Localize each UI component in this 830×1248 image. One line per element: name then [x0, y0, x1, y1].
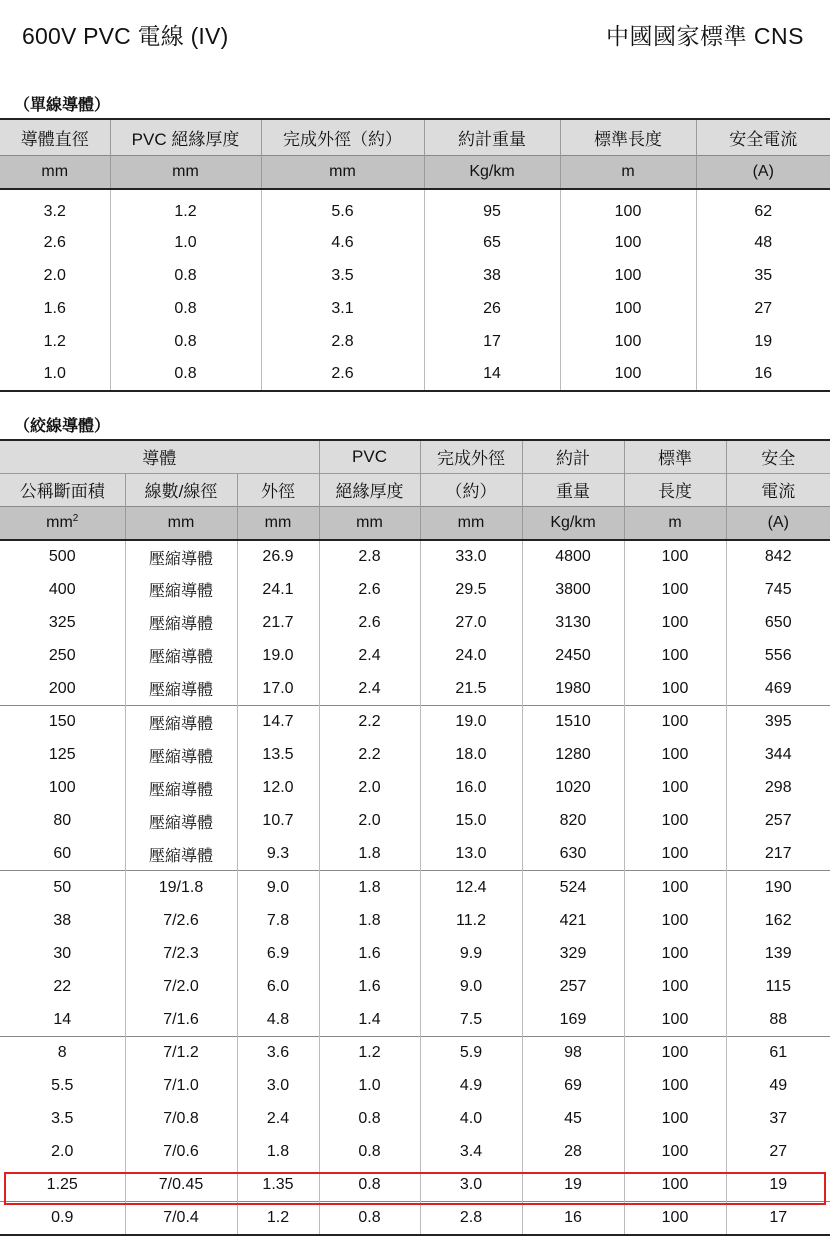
table-cell: 9.0 [237, 871, 319, 904]
table-cell: 壓縮導體 [125, 739, 237, 772]
column-header-bottom: 線數/線徑 [125, 473, 237, 506]
column-header: 完成外徑（約） [261, 119, 424, 155]
table-cell: 38 [424, 260, 560, 293]
table-cell: 250 [48, 646, 76, 664]
table-cell: 7/1.2 [125, 1036, 237, 1069]
table-row [0, 540, 830, 573]
table-cell: 24.1 [237, 573, 319, 606]
table-cell: 2.0 [319, 805, 420, 838]
table-cell: 26 [424, 293, 560, 326]
table-cell: 100 [624, 639, 726, 672]
table-cell: 50 [0, 871, 125, 904]
table-cell: 2.4 [319, 672, 420, 705]
table-cell: 469 [726, 672, 830, 705]
table-cell: 5.5 [51, 1077, 74, 1095]
table-cell: 19 [726, 1169, 830, 1202]
table-cell: 0.8 [319, 1169, 420, 1202]
table-row [0, 904, 830, 937]
column-header-top: 安全 [726, 440, 830, 473]
table-cell: 1.8 [319, 838, 420, 871]
table-cell: 395 [726, 705, 830, 738]
table-cell: 4.6 [261, 227, 424, 260]
unit-cell: mm [125, 506, 237, 540]
table-cell: 257 [726, 805, 830, 838]
column-header-bottom: 絕緣厚度 [319, 473, 420, 506]
table-cell: 5.6 [261, 189, 424, 227]
table-cell: 3.0 [237, 1070, 319, 1103]
table-cell: 100 [624, 1003, 726, 1036]
table-cell: 15.0 [420, 805, 522, 838]
table-cell: 0.9 [0, 1202, 125, 1235]
unit-cell: m [624, 506, 726, 540]
table-row [0, 293, 830, 326]
table-cell: 298 [726, 772, 830, 805]
table-cell: 125 [48, 746, 76, 764]
table-cell: 45 [522, 1103, 624, 1136]
table-cell: 21.7 [237, 606, 319, 639]
table-cell: 100 [624, 1036, 726, 1069]
table-cell: 9.9 [420, 937, 522, 970]
table-row [0, 189, 830, 227]
table-cell: 3.4 [420, 1136, 522, 1169]
table-cell: 4.9 [420, 1070, 522, 1103]
table-row [0, 1202, 830, 1235]
table-cell: 100 [560, 227, 696, 260]
table-cell: 1.2 [237, 1202, 319, 1235]
table-cell: 62 [696, 189, 830, 227]
column-header-bottom: （約） [420, 473, 522, 506]
table-cell: 12.0 [237, 772, 319, 805]
table-cell: 2450 [522, 639, 624, 672]
table-cell: 556 [726, 639, 830, 672]
table-cell: 2.6 [319, 573, 420, 606]
table-row [0, 1070, 830, 1103]
table-cell: 100 [624, 606, 726, 639]
table-cell: 28 [522, 1136, 624, 1169]
table-row [0, 1103, 830, 1136]
table-cell: 100 [624, 904, 726, 937]
unit-cell: mm [237, 506, 319, 540]
table-cell: 33.0 [420, 540, 522, 573]
table-cell: 7/2.0 [125, 970, 237, 1003]
table-cell: 2.8 [319, 540, 420, 573]
table-cell: 2.6 [43, 234, 66, 252]
stranded-wire-table [0, 439, 830, 1236]
table-cell: 0.8 [110, 325, 261, 358]
table-cell: 0.8 [110, 260, 261, 293]
table-row [0, 937, 830, 970]
table-cell: 48 [696, 227, 830, 260]
column-header-bottom: 長度 [624, 473, 726, 506]
table-cell: 100 [624, 1169, 726, 1202]
table-cell: 7/2.3 [125, 937, 237, 970]
table-cell: 16 [696, 358, 830, 391]
unit-row [0, 155, 830, 189]
table-cell: 100 [624, 540, 726, 573]
table-cell: 1.8 [319, 871, 420, 904]
table-cell: 100 [624, 970, 726, 1003]
table-cell: 7.8 [237, 904, 319, 937]
table-cell: 3.6 [237, 1036, 319, 1069]
table-cell: 100 [624, 871, 726, 904]
table-cell: 820 [522, 805, 624, 838]
table-cell: 2.2 [319, 705, 420, 738]
column-header-bottom: 外徑 [237, 473, 319, 506]
table-cell: 3.5 [51, 1110, 74, 1128]
table-cell: 17.0 [237, 672, 319, 705]
table-cell: 6.9 [237, 937, 319, 970]
table-cell: 8 [0, 1036, 125, 1069]
table-cell: 27.0 [420, 606, 522, 639]
table-row [0, 705, 830, 738]
table-cell: 9.0 [420, 970, 522, 1003]
table-cell: 0.8 [319, 1202, 420, 1235]
table-cell: 98 [522, 1036, 624, 1069]
unit-row [0, 506, 830, 540]
table-cell: 壓縮導體 [125, 573, 237, 606]
table-row [0, 672, 830, 705]
table-cell: 14 [424, 358, 560, 391]
table-cell: 1.6 [319, 970, 420, 1003]
table-cell: 325 [48, 613, 76, 631]
table-cell: 100 [624, 672, 726, 705]
table-cell: 27 [696, 293, 830, 326]
table-cell: 壓縮導體 [125, 838, 237, 871]
table-row [0, 227, 830, 260]
table-cell: 100 [560, 325, 696, 358]
page-header [0, 0, 830, 70]
table-cell: 162 [726, 904, 830, 937]
table-cell: 1.4 [319, 1003, 420, 1036]
table-cell: 18.0 [420, 739, 522, 772]
table-cell: 1.2 [319, 1036, 420, 1069]
table-cell: 35 [696, 260, 830, 293]
table-row [0, 805, 830, 838]
table-row [0, 739, 830, 772]
table-cell: 17 [726, 1202, 830, 1235]
table-cell: 7.5 [420, 1003, 522, 1036]
table-cell: 169 [522, 1003, 624, 1036]
unit-cell: mm [110, 155, 261, 189]
table-cell: 4800 [522, 540, 624, 573]
unit-cell-area [0, 506, 125, 540]
table-cell: 1.0 [319, 1070, 420, 1103]
table-cell: 3800 [522, 573, 624, 606]
table-cell: 100 [624, 1070, 726, 1103]
table-cell: 26.9 [237, 540, 319, 573]
table-cell: 1020 [522, 772, 624, 805]
table-cell: 49 [726, 1070, 830, 1103]
unit-cell: mm [420, 506, 522, 540]
table-cell: 6.0 [237, 970, 319, 1003]
table-cell: 14.7 [237, 705, 319, 738]
table-cell: 4.0 [420, 1103, 522, 1136]
table-cell: 100 [624, 1136, 726, 1169]
table-cell: 9.3 [237, 838, 319, 871]
table-cell: 21.5 [420, 672, 522, 705]
table-cell: 1510 [522, 705, 624, 738]
table-cell: 3.5 [261, 260, 424, 293]
unit-cell: mm [261, 155, 424, 189]
column-header-top: 標準 [624, 440, 726, 473]
table-cell: 100 [624, 705, 726, 738]
table-cell: 500 [48, 548, 76, 566]
table-cell: 壓縮導體 [125, 805, 237, 838]
table-cell: 630 [522, 838, 624, 871]
table-cell: 22 [53, 977, 72, 995]
column-header: 安全電流 [696, 119, 830, 155]
table-row [0, 358, 830, 391]
table-cell: 37 [726, 1103, 830, 1136]
single-wire-section-title: （單線導體） [14, 97, 111, 114]
table-cell: 421 [522, 904, 624, 937]
table-cell: 1.6 [319, 937, 420, 970]
table-row [0, 1136, 830, 1169]
table-cell: 24.0 [420, 639, 522, 672]
table-cell: 10.7 [237, 805, 319, 838]
table-cell: 69 [522, 1070, 624, 1103]
table-cell: 190 [726, 871, 830, 904]
table-cell: 100 [560, 293, 696, 326]
table-cell: 13.0 [420, 838, 522, 871]
table-cell: 100 [624, 838, 726, 871]
table-cell: 61 [726, 1036, 830, 1069]
table-cell: 16.0 [420, 772, 522, 805]
table-cell: 1.2 [110, 189, 261, 227]
table-cell: 100 [624, 1202, 726, 1235]
table-cell: 1.6 [43, 299, 66, 317]
table-cell: 19/1.8 [125, 871, 237, 904]
table-cell: 95 [424, 189, 560, 227]
table-cell: 1.35 [237, 1169, 319, 1202]
table-cell: 217 [726, 838, 830, 871]
table-cell: 11.2 [420, 904, 522, 937]
table-cell: 7/0.8 [125, 1103, 237, 1136]
document-title: 600V PVC 電線 (IV) [22, 23, 229, 49]
table-cell: 2.0 [319, 772, 420, 805]
table-cell: 壓縮導體 [125, 672, 237, 705]
table-cell: 17 [424, 325, 560, 358]
standard-label: 中國國家標準 CNS [606, 23, 804, 49]
table-cell: 2.8 [420, 1202, 522, 1235]
table-cell: 壓縮導體 [125, 772, 237, 805]
table-cell: 2.8 [261, 325, 424, 358]
column-header-top: PVC [319, 440, 420, 473]
column-header-bottom: 重量 [522, 473, 624, 506]
table-cell: 100 [624, 739, 726, 772]
table-cell: 1.0 [43, 365, 66, 383]
table-cell: 38 [53, 911, 72, 929]
table-cell: 100 [624, 573, 726, 606]
table-row [0, 838, 830, 871]
table-cell: 2.4 [237, 1103, 319, 1136]
unit-cell: m [560, 155, 696, 189]
table-cell: 842 [726, 540, 830, 573]
table-cell: 0.8 [319, 1103, 420, 1136]
table-cell: 1.8 [319, 904, 420, 937]
table-cell: 30 [53, 944, 72, 962]
table-cell: 80 [53, 812, 72, 830]
column-header: PVC 絕緣厚度 [110, 119, 261, 155]
table-cell: 19.0 [237, 639, 319, 672]
table-cell: 115 [726, 970, 830, 1003]
table-cell: 745 [726, 573, 830, 606]
table-cell: 329 [522, 937, 624, 970]
table-cell: 100 [624, 805, 726, 838]
table-cell: 1.8 [237, 1136, 319, 1169]
table-cell: 3.1 [261, 293, 424, 326]
table-cell: 2.2 [319, 739, 420, 772]
header-row-bottom [0, 473, 830, 506]
column-header: 導體直徑 [0, 119, 110, 155]
table-cell: 7/2.6 [125, 904, 237, 937]
table-cell: 650 [726, 606, 830, 639]
table-cell: 3130 [522, 606, 624, 639]
table-cell: 100 [560, 189, 696, 227]
column-header-top: 約計 [522, 440, 624, 473]
table-cell: 2.0 [43, 267, 66, 285]
table-cell: 0.8 [110, 293, 261, 326]
table-cell: 7/0.4 [125, 1202, 237, 1235]
column-header-top: 完成外徑 [420, 440, 522, 473]
table-cell: 13.5 [237, 739, 319, 772]
table-row [0, 1169, 830, 1202]
table-cell: 壓縮導體 [125, 639, 237, 672]
table-cell: 139 [726, 937, 830, 970]
table-cell: 4.8 [237, 1003, 319, 1036]
table-cell: 壓縮導體 [125, 705, 237, 738]
table-row [0, 1036, 830, 1069]
unit-area-superscript: 2 [72, 513, 79, 525]
table-cell: 257 [522, 970, 624, 1003]
table-cell: 19.0 [420, 705, 522, 738]
table-cell: 14 [53, 1010, 72, 1028]
conductor-group-header: 導體 [0, 440, 319, 473]
table-cell: 27 [726, 1136, 830, 1169]
unit-cell: Kg/km [424, 155, 560, 189]
single-wire-table [0, 118, 830, 392]
header-row [0, 119, 830, 155]
table-cell: 0.8 [319, 1136, 420, 1169]
table-cell: 88 [726, 1003, 830, 1036]
unit-cell: mm [319, 506, 420, 540]
table-cell: 7/1.6 [125, 1003, 237, 1036]
unit-cell: (A) [726, 506, 830, 540]
header-row-top [0, 440, 830, 473]
table-cell: 壓縮導體 [125, 540, 237, 573]
table-cell: 7/0.45 [125, 1169, 237, 1202]
table-cell: 7/0.6 [125, 1136, 237, 1169]
column-header-bottom: 公稱斷面積 [0, 473, 125, 506]
table-cell: 1.2 [43, 332, 66, 350]
table-cell: 524 [522, 871, 624, 904]
table-cell: 1.25 [46, 1176, 78, 1194]
table-row [0, 1003, 830, 1036]
table-cell: 200 [48, 679, 76, 697]
stranded-wire-section-title: （絞線導體） [14, 418, 111, 435]
unit-area-base: mm [46, 514, 73, 532]
table-cell: 7/1.0 [125, 1070, 237, 1103]
column-header: 標準長度 [560, 119, 696, 155]
table-cell: 150 [0, 705, 125, 738]
table-cell: 100 [560, 358, 696, 391]
table-row [0, 639, 830, 672]
table-cell: 0.8 [110, 358, 261, 391]
table-cell: 60 [53, 845, 72, 863]
table-cell: 344 [726, 739, 830, 772]
table-cell: 100 [624, 1103, 726, 1136]
table-cell: 1.0 [110, 227, 261, 260]
table-cell: 100 [624, 772, 726, 805]
unit-cell: (A) [696, 155, 830, 189]
table-row [0, 325, 830, 358]
table-cell: 1980 [522, 672, 624, 705]
table-cell: 16 [522, 1202, 624, 1235]
column-header-bottom: 電流 [726, 473, 830, 506]
table-cell: 19 [696, 325, 830, 358]
unit-cell: mm [0, 155, 110, 189]
table-cell: 12.4 [420, 871, 522, 904]
table-cell: 100 [560, 260, 696, 293]
table-cell: 3.0 [420, 1169, 522, 1202]
table-cell: 100 [48, 779, 76, 797]
column-header: 約計重量 [424, 119, 560, 155]
table-row [0, 260, 830, 293]
table-row [0, 871, 830, 904]
table-cell: 100 [624, 937, 726, 970]
table-cell: 2.6 [319, 606, 420, 639]
table-cell: 2.0 [51, 1143, 74, 1161]
table-cell: 65 [424, 227, 560, 260]
table-cell: 19 [522, 1169, 624, 1202]
table-cell: 400 [48, 580, 76, 598]
table-row [0, 970, 830, 1003]
table-cell: 29.5 [420, 573, 522, 606]
table-cell: 5.9 [420, 1036, 522, 1069]
unit-cell: Kg/km [522, 506, 624, 540]
table-cell: 壓縮導體 [125, 606, 237, 639]
table-row [0, 606, 830, 639]
table-cell: 2.4 [319, 639, 420, 672]
table-cell: 1280 [522, 739, 624, 772]
table-cell: 2.6 [261, 358, 424, 391]
table-row [0, 772, 830, 805]
table-row [0, 573, 830, 606]
table-cell: 3.2 [43, 202, 66, 220]
